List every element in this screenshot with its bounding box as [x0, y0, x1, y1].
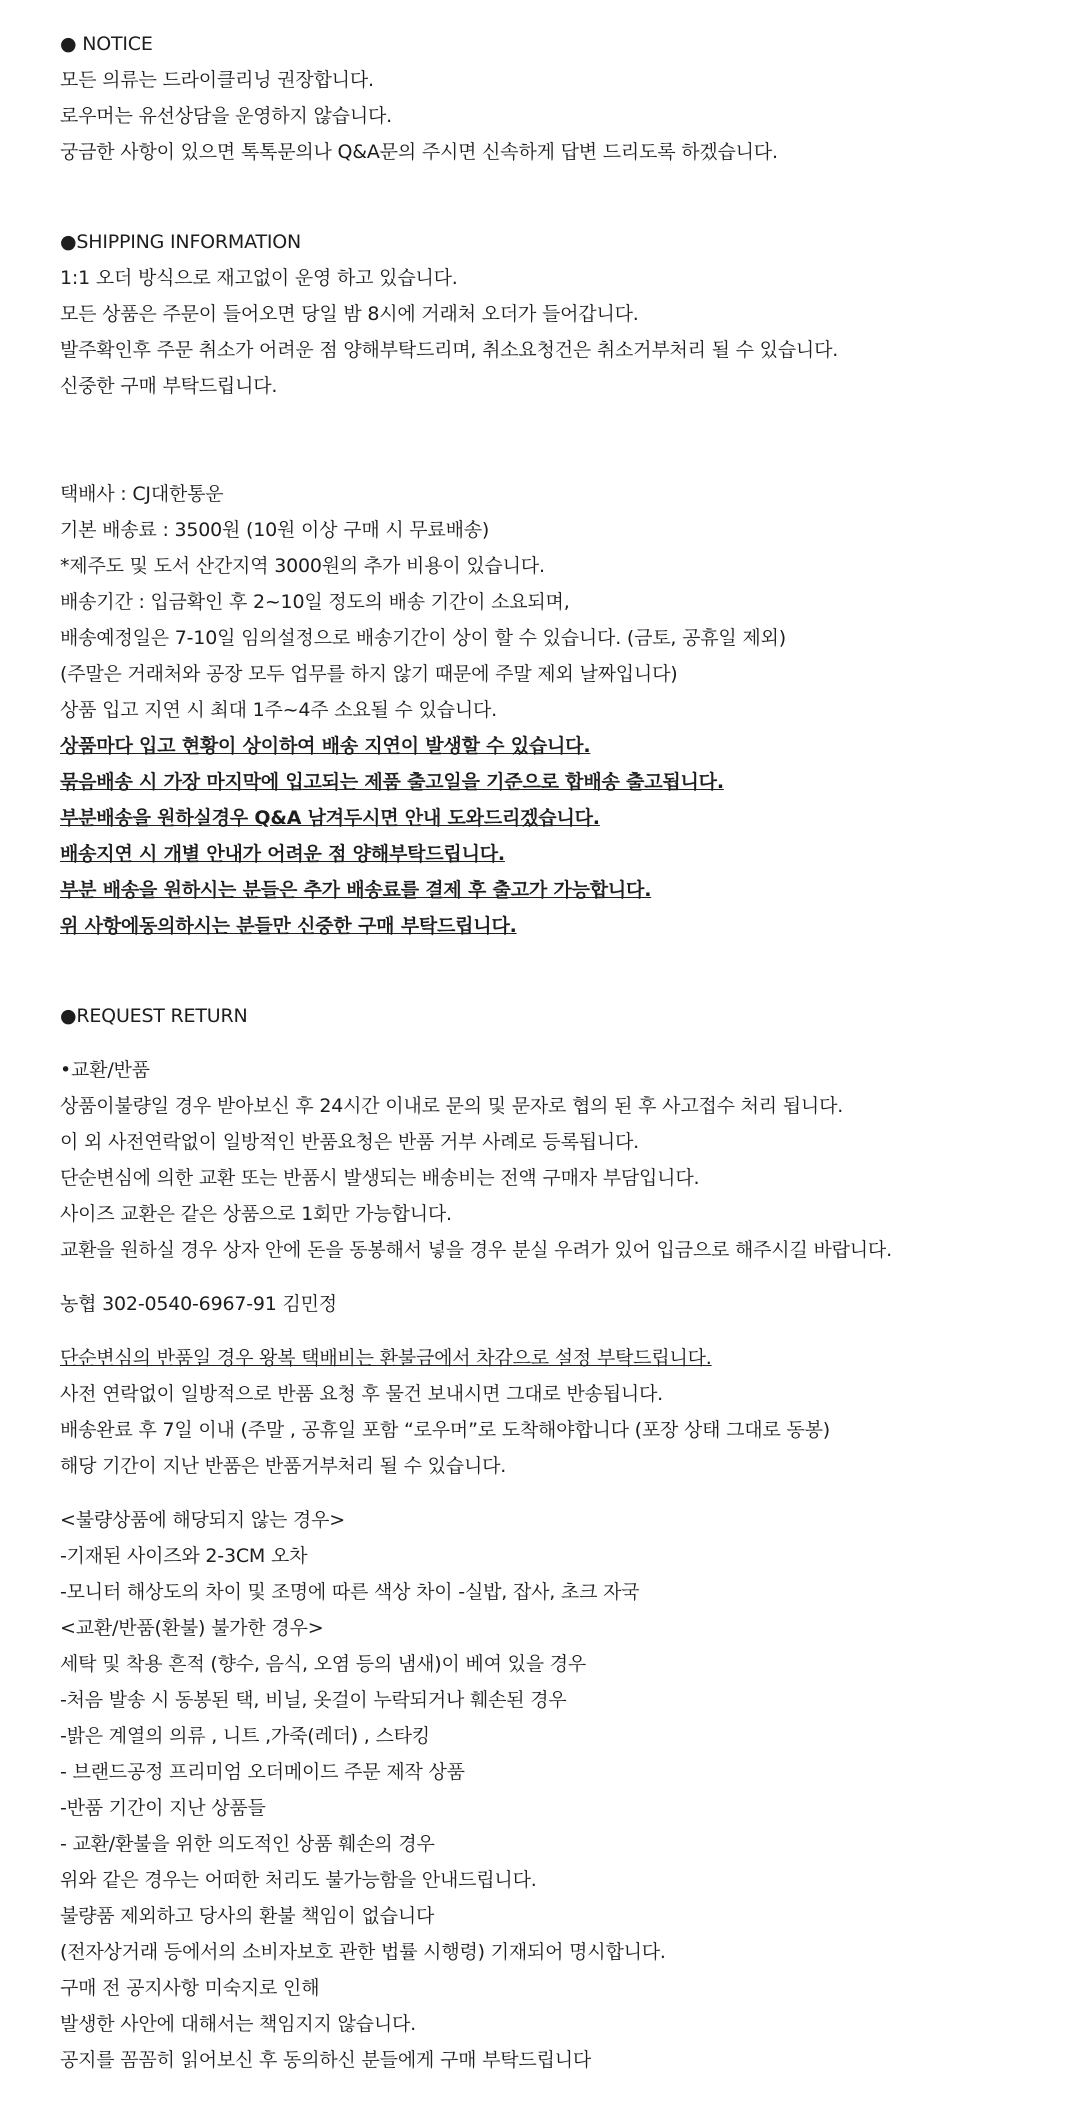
- condition-line: 세탁 및 착용 흔적 (향수, 음식, 오염 등의 냄새)이 베여 있을 경우: [60, 1653, 587, 1675]
- condition-line: -기재된 사이즈와 2-3CM 오차: [60, 1545, 308, 1567]
- condition-line: - 교환/환불을 위한 의도적인 상품 훼손의 경우: [60, 1833, 435, 1855]
- condition-line: -밝은 계열의 의류 , 니트 ,가죽(레더) , 스타킹: [60, 1725, 430, 1747]
- condition-line: -모니터 해상도의 차이 및 조명에 따른 색상 차이 -실밥, 잡사, 초크 자국: [60, 1581, 640, 1603]
- return-subheading: •교환/반품: [60, 1059, 150, 1081]
- shipping-line: 1:1 오더 방식으로 재고없이 운영 하고 있습니다.: [60, 267, 458, 289]
- return-heading: ●REQUEST RETURN: [60, 1005, 248, 1027]
- bank-account: 농협 302-0540-6967-91 김민정: [60, 1293, 337, 1315]
- notice-heading: ● NOTICE: [60, 33, 153, 55]
- condition-line: -처음 발송 시 동봉된 택, 비닐, 옷걸이 누락되거나 훼손된 경우: [60, 1689, 567, 1711]
- condition-line: - 브랜드공정 프리미엄 오더메이드 주문 제작 상품: [60, 1761, 465, 1783]
- shipping-emphasis: 배송지연 시 개별 안내가 어려운 점 양해부탁드립니다.: [60, 843, 505, 865]
- shipping-emphasis: 부분배송을 원하실경우 Q&A 남겨두시면 안내 도와드리겠습니다.: [60, 807, 600, 829]
- shipping-emphasis: 상품마다 입고 현황이 상이하여 배송 지연이 발생할 수 있습니다.: [60, 735, 591, 757]
- return-policy-line: 사전 연락없이 일방적으로 반품 요청 후 물건 보내시면 그대로 반송됩니다.: [60, 1383, 664, 1405]
- shipping-line: 발주확인후 주문 취소가 어려운 점 양해부탁드리며, 취소요청건은 취소거부처리 될 수 있습니다.: [60, 339, 839, 361]
- shipping-emphasis: 묶음배송 시 가장 마지막에 입고되는 제품 출고일을 기준으로 합배송 출고됩니다.: [60, 771, 724, 793]
- return-line: 상품이불량일 경우 받아보신 후 24시간 이내로 문의 및 문자로 협의 된 후 사고접수 처리 됩니다.: [60, 1095, 844, 1117]
- condition-line: 공지를 꼼꼼히 읽어보신 후 동의하신 분들에게 구매 부탁드립니다: [60, 2049, 592, 2071]
- condition-line: (전자상거래 등에서의 소비자보호 관한 법률 시행령) 기재되어 명시합니다.: [60, 1941, 666, 1963]
- shipping-heading: ●SHIPPING INFORMATION: [60, 231, 302, 253]
- shipping-line: 모든 상품은 주문이 들어오면 당일 밤 8시에 거래처 오더가 들어갑니다.: [60, 303, 639, 325]
- shipping-line: 신중한 구매 부탁드립니다.: [60, 375, 278, 397]
- return-shipping-fee-notice: 단순변심의 반품일 경우 왕복 택배비는 환불금에서 차감으로 설정 부탁드립니다.: [60, 1347, 712, 1369]
- notice-line: 로우머는 유선상담을 운영하지 않습니다.: [60, 105, 392, 127]
- condition-line: 불량품 제외하고 당사의 환불 책임이 없습니다: [60, 1905, 435, 1927]
- shipping-detail: 배송기간 : 입금확인 후 2~10일 정도의 배송 기간이 소요되며,: [60, 591, 570, 613]
- return-line: 단순변심에 의한 교환 또는 반품시 발생되는 배송비는 전액 구매자 부담입니다.: [60, 1167, 700, 1189]
- shipping-emphasis: 위 사항에동의하시는 분들만 신중한 구매 부탁드립니다.: [60, 915, 517, 937]
- shipping-detail: 배송예정일은 7-10일 임의설정으로 배송기간이 상이 할 수 있습니다. (금토, 공휴일 제외): [60, 627, 786, 649]
- shipping-detail: 기본 배송료 : 3500원 (10원 이상 구매 시 무료배송): [60, 519, 490, 541]
- shipping-emphasis: 부분 배송을 원하시는 분들은 추가 배송료를 결제 후 출고가 가능합니다.: [60, 879, 652, 901]
- notice-line: 모든 의류는 드라이클리닝 권장합니다.: [60, 69, 374, 91]
- return-line: 사이즈 교환은 같은 상품으로 1회만 가능합니다.: [60, 1203, 452, 1225]
- return-line: 이 외 사전연락없이 일방적인 반품요청은 반품 거부 사례로 등록됩니다.: [60, 1131, 640, 1153]
- return-policy-line: 배송완료 후 7일 이내 (주말 , 공휴일 포함 “로우머”로 도착해야합니다 (포장 상태 그대로 동봉): [60, 1419, 830, 1441]
- notice-line: 궁금한 사항이 있으면 톡톡문의나 Q&A문의 주시면 신속하게 답변 드리도록 하겠습니다.: [60, 141, 778, 163]
- condition-line: 위와 같은 경우는 어떠한 처리도 불가능함을 안내드립니다.: [60, 1869, 537, 1891]
- shipping-detail: 택배사 : CJ대한통운: [60, 483, 224, 505]
- condition-line: 발생한 사안에 대해서는 책임지지 않습니다.: [60, 2013, 416, 2035]
- condition-line: <교환/반품(환불) 불가한 경우>: [60, 1617, 324, 1639]
- shipping-detail: *제주도 및 도서 산간지역 3000원의 추가 비용이 있습니다.: [60, 555, 545, 577]
- condition-line: 구매 전 공지사항 미숙지로 인해: [60, 1977, 320, 1999]
- return-policy-line: 해당 기간이 지난 반품은 반품거부처리 될 수 있습니다.: [60, 1455, 507, 1477]
- return-line: 교환을 원하실 경우 상자 안에 돈을 동봉해서 넣을 경우 분실 우려가 있어 입금으로 해주시길 바랍니다.: [60, 1239, 892, 1261]
- shipping-detail: (주말은 거래처와 공장 모두 업무를 하지 않기 때문에 주말 제외 날짜입니다): [60, 663, 678, 685]
- condition-line: <불량상품에 해당되지 않는 경우>: [60, 1509, 345, 1531]
- shipping-detail: 상품 입고 지연 시 최대 1주~4주 소요될 수 있습니다.: [60, 699, 497, 721]
- condition-line: -반품 기간이 지난 상품들: [60, 1797, 266, 1819]
